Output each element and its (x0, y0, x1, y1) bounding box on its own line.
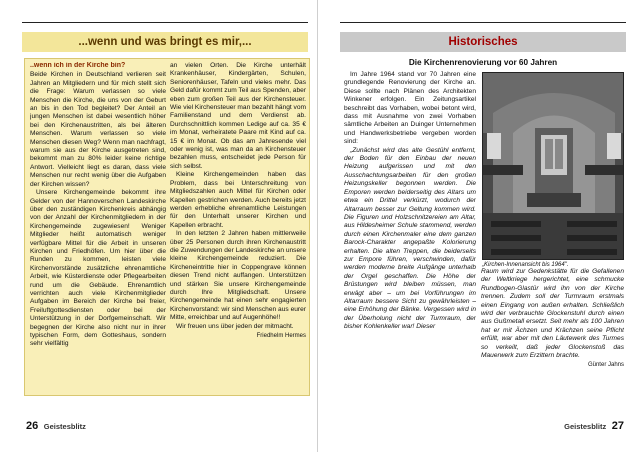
paragraph: In den letzten 2 Jahren haben mittlerweile über 25 Personen durch ihren Kirchenaustritt die Zuwendungen der Landeskirche an unsere kleine Kirchengemeinde reduziert. Die Kircheneintritte hier in Coppengrave können diesen Trend nicht auffangen. Unterstützen und stärken Sie unsere Kirchengemeinde durch Ihre Mitgliedschaft. Unsere Kirchengemeinde hat einen sehr engagierten Kirchenvorstand: wir sind Menschen aus eurer Mitte, erreichbar und auf Augenhöhe!! (170, 230, 306, 322)
publication-name: Geistesblitz (43, 422, 86, 431)
paragraph: an vielen Orten. Die Kirche unterhält Krankenhäuser, Kindergärten, Schulen, Seniorenhäuser, Tafeln und vieles mehr. Das Geld dafür kommt zum Teil aus Spenden, aber eben zum großen Teil aus der Kirchensteuer. Wie viel Kirchensteuer man bezahlt hängt vom Familienstand und dem Verdienst ab. Durchschnittlich kommen Ledige auf ca. 35 € im Monat, verheiratete Paare mit Kind auf ca. 15 € im Monat. Ob das am Jahresende viel oder wenig ist, was man da an Kirchensteuer bezahlen muss, entscheidet jede Person für sich selbst. (170, 62, 306, 170)
right-article-column-2 (481, 268, 624, 408)
photo-caption: „Kirchen-Innenansicht bis 1964". (482, 262, 569, 268)
publication-name: Geistesblitz (564, 422, 607, 431)
article-question: ..wenn ich in der Kirche bin? (30, 62, 126, 69)
church-interior-photo (482, 72, 624, 260)
author-signature: Günter Jahns (587, 362, 624, 369)
page-number: 27 (611, 420, 624, 432)
left-article-column-1 (30, 62, 166, 394)
paragraph: Kleine Kirchengemeinden haben das Problem, dass bei Unterschreitung von Mitgliedszahlen auch Mittel für Kirchen oder Kapellen gestrichen werden. Auch bereits jetzt werden erhebliche ehrenamtliche Leistungen für den Unterhalt unserer Kirchen und Kapellen erbracht. (170, 171, 306, 229)
paragraph: Wir freuen uns über jeden der mitmacht. (176, 322, 294, 330)
paragraph: Beide Kirchen in Deutschland verlieren seit Jahren an Mitgliedern und für mich stellt sich die Frage: Warum verlassen so viele Menschen die Kirche, die uns von der Geburt an bis in den Tod begleitet? Der Anteil an jungen Menschen ist dabei wesentlich höher bei den Kirchenaustritten, als bei älteren Menschen. Warum verlassen so viele Menschen diesen Weg? Wenn man nachfragt, warum sie aus der Kirche ausgetreten sind, bekommt man zu 80% leider keine richtige Antwort. Vielleicht liegt es daran, dass viele Menschen nur recht wenig über die Aufgaben der Kirchen wissen? (30, 71, 166, 188)
paragraph: Unsere Kirchengemeinde bekommt ihre Gelder von der Hannoverschen Landeskirche über den zuständigen Kirchenkreis abhängig von der Anzahl der Kirchenmitgliedern in der Kirchengemeinde zugewiesen! Weniger Mitglieder heißt automatisch weniger verfügbare Mittel für die Arbeit in unseren Kirchen und Friedhöfen. Um hier über die Runden zu kommen, leisten viele Kirchenvorstände zusätzliche ehrenamtliche Arbeit, wie Küsterdienste oder Pflegearbeiten rund um die Gebäude. Ehrenamtlich verrichten auch viele Kirchenmitglieder Aufgaben im Bereich der Kirche bei freier, Freiluftgottesdiensten oder bei der Unterstützung in der Dorfgemeinschaft. Wir begegnen der Kirche also nicht nur in ihrer typischen Form, dem Gotteshaus, sondern sehr vielfältig (30, 189, 166, 348)
author-signature: Friedhelm Hermes (256, 333, 306, 339)
left-page-header: ...wenn und was bringt es mir,... (22, 32, 308, 52)
church-interior-image (483, 73, 624, 260)
right-page-header: Historisches (340, 32, 626, 52)
right-article-column-1 (344, 71, 476, 407)
top-rule-right (340, 22, 626, 23)
page-number: 26 (26, 420, 39, 432)
quote-paragraph: „Zunächst wird das alte Gestühl entfernt, der Boden für den Einbau der neuen Heizung aufgerissen und mit den Ausschachtungsarbeiten für den großen Heizungskeller begonnen werden. Die Emporen werden beiderseitig des Altars um etwa ein Drittel verkürzt, wodurch der Altarraum besser zur Geltung kommen wird. Die Figuren und Holzschnitzereien am Altar, aus Hildesheimer Schule stammend, werden durch einen Kirchenmaler eine dem ganzen Barock-Charakter angepaßte Kolorierung erhalten. Die alten Treppen, die beiderseits zur Empore führen, verschwinden, dafür werden moderne breite Aufgänge unterhalb der Orgel geschaffen. Die Höhe der Brüstungen wird bleiben müssen, man erwägt aber – um bei Vorführungen im Altarraum bessere Sicht zu gewährleisten – eine Erhöhung der Bänke. Vergessen wird in der Überholung nicht der Turmraum, der bisher Kohlenkeller war! Dieser (344, 146, 476, 331)
right-footer (564, 420, 624, 432)
article-title: Die Kirchenrenovierung vor 60 Jahren (408, 58, 558, 67)
quote-paragraph: Raum wird zur Gedenkstätte für die Gefallenen der Weltkriege hergerichtet, eine schmucke Rundbogen-Glastür wird ihn von der Kirche trennen. Zudem soll der Turmraum erstmals einen Eingang von außen erhalten. Schließlich wird der verbrauchte Glockenstuhl durch einen aus Gußmetall ersetzt. Seit mehr als 100 Jahren hat er mit Ächzen und Krächzen seine Pflicht erfüllt, war aber mit den Läutewerk des Turmes so verkeilt, daß jeder Glockenstoß das Mauerwerk zum Erzittern brachte. (481, 268, 624, 360)
left-footer (26, 420, 86, 432)
left-article-column-2 (170, 62, 306, 394)
top-rule-left (22, 22, 308, 23)
paragraph: Im Jahre 1964 stand vor 70 Jahren eine grundlegende Renovierung der Kirche an. Diese sollte nach Plänen des Architekten Winkener erfolgen. Ein Zeitungsartikel beschreibt das Vorhaben, wobei betont wird, dass mit Ausnahme von zwei Vorhaben sämtliche Arbeiten an Duinger Unternehmen und Handwerksbetriebe vergeben worden sind: (344, 71, 476, 146)
